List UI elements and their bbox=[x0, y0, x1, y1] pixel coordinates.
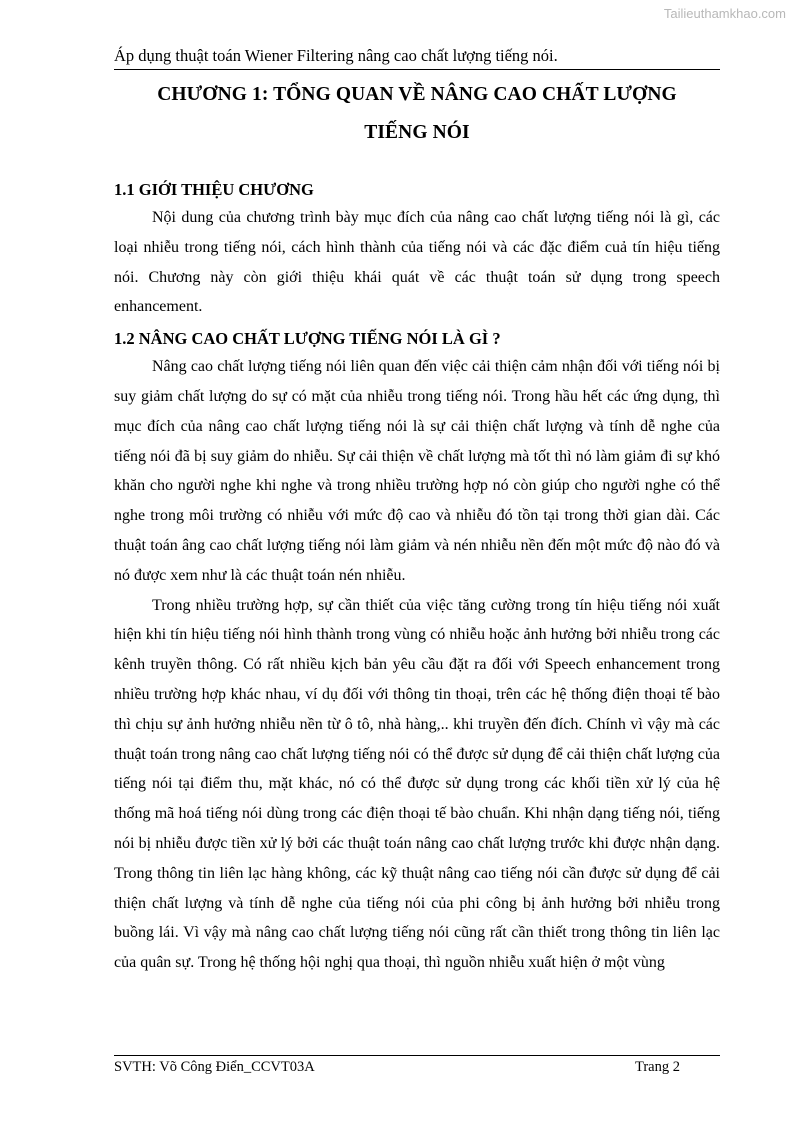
section-heading-1-2: 1.2 NÂNG CAO CHẤT LƯỢNG TIẾNG NÓI LÀ GÌ ? bbox=[114, 329, 501, 349]
chapter-title-line-2: TIẾNG NÓI bbox=[364, 122, 470, 143]
paragraph-definition: Nâng cao chất lượng tiếng nói liên quan đến việc cải thiện cảm nhận đối với tiếng nói bị suy giảm chất lượng do sự có mặt của nhiễu trong tiếng nói. Trong hầu hết các ứng dụng, thì mục đích của nâng cao chất lượng tiếng nói là sự cải thiện chất lượng và tính dễ nghe của tiếng nói đã bị suy giảm do nhiễu. Sự cải thiện về chất lượng mà tốt thì nó làm giảm đi sự khó khăn cho người nghe khi nghe và trong nhiều trường hợp nó còn giúp cho người nghe có thể nghe trong môi trường có nhiễu với mức độ cao và nhiễu đó tồn tại trong thời gian dài. Các thuật toán âng cao chất lượng tiếng nói làm giảm và nén nhiễu nền đến một mức độ nào đó và nó được xem như là các thuật toán nén nhiễu. bbox=[114, 358, 720, 584]
paragraph-applications: Trong nhiều trường hợp, sự cần thiết của việc tăng cường trong tín hiệu tiếng nói xuất hiện khi tín hiệu tiếng nói hình thành trong vùng có nhiễu hoặc ảnh hưởng bởi nhiễu trong các kênh truyền thông. Có rất nhiều kịch bản yêu cầu đặt ra đối với Speech enhancement trong nhiều trường hợp khác nhau, ví dụ đối với thông tin thoại, trên các hệ thống điện thoại tế bào thì chịu sự ảnh hưởng nhiễu nền từ ô tô, nhà hàng,.. khi truyền đến đích. Chính vì vậy mà các thuật toán trong nâng cao chất lượng tiếng nói có thể được sử dụng để cải thiện chất lượng của tiếng nói tại điểm thu, mặt khác, nó có thể được sử dụng trong các khối tiền xử lý của hệ thống mã hoá tiếng nói dùng trong các điện thoại tế bào chuẩn. Khi nhận dạng tiếng nói, tiếng nói bị nhiễu được tiền xử lý bởi các thuật toán nâng cao chất lượng trước khi được nhận dạng. Trong thông tin liên lạc hàng không, các kỹ thuật nâng cao tiếng nói cần được sử dụng để cải thiện chất lượng và tính dễ nghe của tiếng nói của phi công bị ảnh hưởng bởi nhiễu trong buồng lái. Vì vậy mà nâng cao chất lượng tiếng nói cũng rất cần thiết trong thông tin liên lạc của quân sự. Trong hệ thống hội nghị qua thoại, thì nguồn nhiễu xuất hiện ở một vùng bbox=[114, 596, 720, 972]
footer-author: SVTH: Võ Công Điển_CCVT03A bbox=[114, 1059, 315, 1075]
footer-divider bbox=[114, 1055, 720, 1056]
section-heading-1-1: 1.1 GIỚI THIỆU CHƯƠNG bbox=[114, 180, 314, 199]
page-body bbox=[114, 177, 720, 978]
footer-page-number: Trang 2 bbox=[635, 1059, 680, 1075]
chapter-title bbox=[114, 76, 720, 152]
running-header: Áp dụng thuật toán Wiener Filtering nâng cao chất lượng tiếng nói. bbox=[114, 46, 720, 70]
chapter-title-line-1: CHƯƠNG 1: TỔNG QUAN VỀ NÂNG CAO CHẤT LƯỢNG bbox=[157, 84, 677, 105]
watermark-text: Tailieuthamkhao.com bbox=[663, 6, 786, 21]
paragraph-intro: Nội dung của chương trình bày mục đích của nâng cao chất lượng tiếng nói là gì, các loại nhiễu trong tiếng nói, cách hình thành của tiếng nói và các đặc điểm cuả tín hiệu tiếng nói. Chương này còn giới thiệu khái quát về các thuật toán sử dụng trong speech enhancement. bbox=[114, 209, 720, 316]
